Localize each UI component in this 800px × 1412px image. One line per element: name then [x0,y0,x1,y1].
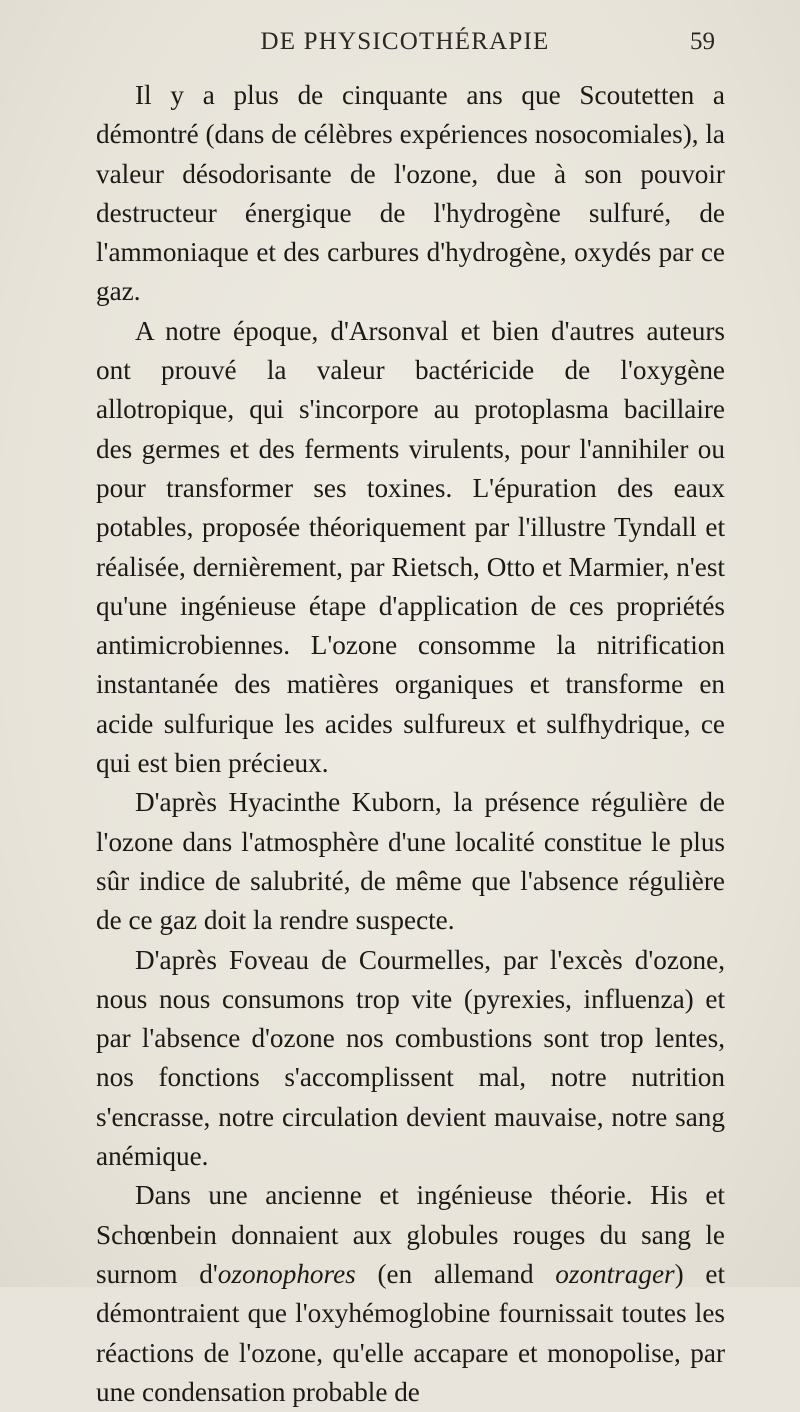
term-ozonophores: ozonophores [217,1258,356,1289]
paragraph-text-end: ) et démontraient que l'oxyhémoglobine fournissait toutes les réactions de l'ozone, qu'elle accapare et monopolise, par une condensation probable de [96,1258,725,1407]
paragraph-text-middle: (en allemand [355,1258,556,1289]
paragraph-arsonval: A notre époque, d'Arsonval et bien d'autres auteurs ont prouvé la valeur bactéricide de l'oxygène allotropique, qui s'incorpore au protoplasma bacillaire des germes et des ferments virulents, pour l'annihiler ou pour transformer ses toxines. L'épuration des eaux potables, proposée théoriquement par l'illustre Tyndall et réalisée, dernièrement, par Rietsch, Otto et Marmier, n'est qu'une ingénieuse étape d'application de ces propriétés antimicrobiennes. L'ozone consomme la nitrification instantanée des matières organiques et transforme en acide sulfurique les acides sulfureux et sulfhydrique, ce qui est bien précieux. [96,315,725,779]
page-number: 59 [690,28,715,55]
paragraph-text-start: Dans une ancienne et ingénieuse théorie. His et Schœnbein donnaient aux globules rouges du sang le surnom d' [96,1180,725,1289]
running-title: DE PHYSICOTHÉRAPIE [260,28,550,55]
paragraph-his-schoenbein [96,1176,725,1412]
term-ozontrager: ozontrager [555,1258,675,1289]
paragraph-foveau: D'après Foveau de Courmelles, par l'excès d'ozone, nous nous consumons trop vite (pyrexies, influenza) et par l'absence d'ozone nos combustions sont trop lentes, nos fonctions s'accomplissent mal, notre nutrition s'encrasse, notre circulation devient mauvaise, notre sang anémique. [96,944,725,1172]
running-head [95,28,715,62]
paragraph-kuborn: D'après Hyacinthe Kuborn, la présence régulière de l'ozone dans l'atmosphère d'une localité constitue le plus sûr indice de salubrité, de même que l'absence régulière de ce gaz doit la rendre suspecte. [96,787,725,936]
paragraph-scoutetten: Il y a plus de cinquante ans que Scoutetten a démontré (dans de célèbres expériences nosocomiales), la valeur désodorisante de l'ozone, due à son pouvoir destructeur énergique de l'hydrogène sulfuré, de l'ammoniaque et des carbures d'hydrogène, oxydés par ce gaz. [96,80,725,307]
body-text [96,76,725,1412]
